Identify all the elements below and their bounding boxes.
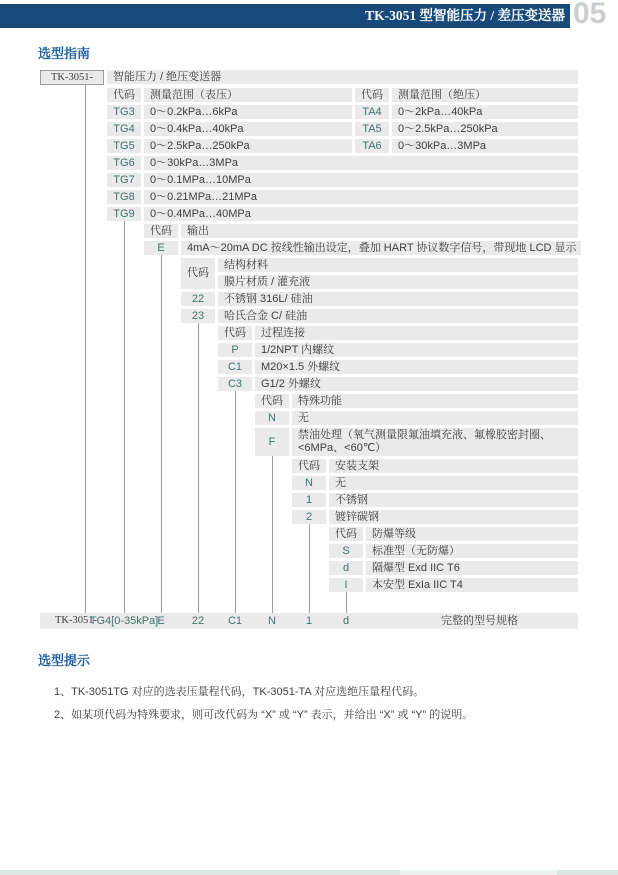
model-root-row	[40, 70, 578, 85]
connector-line	[235, 390, 236, 615]
option-desc-cell: 0～0.4MPa…40MPa	[144, 207, 578, 221]
connector-line	[124, 220, 125, 615]
option-code-cell: C3	[218, 377, 252, 391]
section-header-row	[329, 527, 578, 541]
option-row	[107, 139, 578, 153]
option-row	[181, 309, 578, 323]
option-code-cell: 22	[181, 292, 215, 306]
section-header-row	[292, 459, 578, 473]
option-row	[329, 561, 578, 575]
option-desc-cell: 隔爆型 Exd IIC T6	[366, 561, 578, 575]
option-desc-cell: 0～30kPa…3MPa	[144, 156, 578, 170]
section-header-row	[144, 224, 578, 238]
option-desc-cell: 0～0.2kPa…6kPa	[144, 105, 352, 119]
selection-tips-heading: 选型提示	[38, 653, 91, 668]
option-row	[107, 156, 578, 170]
option-code-cell: S	[329, 544, 363, 558]
option-desc-cell: 不锈钢	[329, 493, 578, 507]
option-desc-cell: M20×1.5 外螺纹	[255, 360, 578, 374]
option-desc-cell: 标准型（无防爆）	[366, 544, 578, 558]
connector-line	[198, 322, 199, 615]
connector-line	[161, 254, 162, 615]
option-row	[107, 122, 578, 136]
model-series-title: 智能压力 / 绝压变送器	[107, 70, 578, 84]
code-header-cell: 代码	[255, 394, 289, 408]
option-desc-cell: 无	[292, 411, 578, 425]
option-code-cell: 1	[292, 493, 326, 507]
option-code-cell: 2	[292, 510, 326, 524]
option-row	[181, 292, 578, 306]
option-desc-cell: 0～2kPa…40kPa	[392, 105, 578, 119]
example-model-code: C1	[227, 615, 243, 627]
option-code-cell: N	[292, 476, 326, 490]
model-selection-tree	[40, 70, 578, 632]
selection-guide-heading: 选型指南	[38, 46, 91, 61]
option-desc-cell: 禁油处理（氧气测量限氟油填充液、氟橡胶密封圈、<6MPa、<60℃）	[292, 428, 578, 456]
connector-line	[309, 523, 310, 615]
option-code-cell: 23	[181, 309, 215, 323]
option-code-cell: P	[218, 343, 252, 357]
page-number: 05	[573, 0, 607, 30]
option-desc-cell: 不锈钢 316L/ 硅油	[218, 292, 578, 306]
section-title-cell: 测量范围（绝压）	[392, 88, 578, 102]
option-row	[107, 207, 578, 221]
option-code-cell: N	[255, 411, 289, 425]
selection-tips-list	[38, 685, 583, 722]
example-model-note: 完整的型号规格	[441, 615, 518, 627]
option-code-cell: TG8	[107, 190, 141, 204]
option-code-cell: TG6	[107, 156, 141, 170]
option-row	[107, 173, 578, 187]
example-model-bar	[40, 613, 578, 629]
example-model-code: 22	[191, 615, 205, 627]
section-title-cell: 安装支架	[329, 459, 578, 473]
option-desc-cell: 无	[329, 476, 578, 490]
section-header-row	[181, 258, 578, 289]
option-desc-cell: 0～30kPa…3MPa	[392, 139, 578, 153]
option-row	[218, 360, 578, 374]
code-header-cell: 代码	[218, 326, 252, 340]
footer-stripe	[0, 870, 618, 875]
option-desc-cell: 0～0.1MPa…10MPa	[144, 173, 578, 187]
selection-tips	[38, 650, 583, 731]
option-row	[329, 544, 578, 558]
example-model-code: E	[157, 615, 165, 627]
option-row	[107, 105, 578, 119]
footer-stripe-segment	[0, 870, 400, 875]
option-desc-cell: 本安型 ExIa IIC T4	[366, 578, 578, 592]
option-code-cell: TG9	[107, 207, 141, 221]
section-title-cell: 测量范围（表压）	[144, 88, 352, 102]
connector-line	[346, 591, 347, 615]
option-row	[292, 493, 578, 507]
option-row	[107, 190, 578, 204]
option-desc-cell: 4mA～20mA DC 按线性输出设定，叠加 HART 协议数字信号，带现地 LCD 显示	[181, 241, 581, 255]
option-code-cell: TG7	[107, 173, 141, 187]
code-header-cell: 代码	[107, 88, 141, 102]
option-code-cell: C1	[218, 360, 252, 374]
option-desc-cell: 1/2NPT 内螺纹	[255, 343, 578, 357]
option-code-cell: E	[144, 241, 178, 255]
option-code-cell: TG3	[107, 105, 141, 119]
code-header-cell: 代码	[329, 527, 363, 541]
code-header-cell: 代码	[355, 88, 389, 102]
page-title: TK-3051 型智能压力 / 差压变送器	[365, 8, 565, 23]
option-desc-cell: G1/2 外螺纹	[255, 377, 578, 391]
option-code-cell: TG5	[107, 139, 141, 153]
option-row	[292, 476, 578, 490]
option-code-cell: d	[329, 561, 363, 575]
option-row	[255, 428, 578, 456]
code-header-cell: 代码	[292, 459, 326, 473]
option-desc-cell: 0～0.21MPa…21MPa	[144, 190, 578, 204]
option-row	[255, 411, 578, 425]
option-code-cell: TG4	[107, 122, 141, 136]
option-code-cell: I	[329, 578, 363, 592]
example-model-prefix: TK-3051-	[55, 615, 97, 626]
option-desc-cell: 哈氏合金 C/ 硅油	[218, 309, 578, 323]
section-title-cell: 结构材料	[218, 258, 578, 272]
tip-item: 2、如某项代码为特殊要求，则可改代码为 “X” 或 “Y” 表示，并给出 “X” 或 “Y” 的说明。	[54, 709, 474, 721]
option-row	[292, 510, 578, 524]
section-header-row	[255, 394, 578, 408]
section-title-cell: 膜片材质 / 灌充液	[218, 275, 578, 289]
connector-line	[272, 455, 273, 615]
option-desc-cell: 0～2.5kPa…250kPa	[144, 139, 352, 153]
example-model-code: 1	[305, 615, 313, 627]
footer-stripe-segment	[557, 870, 618, 875]
option-desc-cell: 0～2.5kPa…250kPa	[392, 122, 578, 136]
section-header-row	[218, 326, 578, 340]
example-model-code: N	[268, 615, 276, 627]
code-header-cell: 代码	[144, 224, 178, 238]
option-row	[218, 343, 578, 357]
page-header	[0, 0, 618, 30]
section-title-cell: 过程连接	[255, 326, 578, 340]
section-header-row	[107, 88, 578, 102]
section-title-cell: 特殊功能	[292, 394, 578, 408]
footer-stripe-segment	[400, 870, 557, 875]
example-model-code: TG4[0-35kPa]	[89, 615, 159, 627]
section-title-cell: 输出	[181, 224, 578, 238]
section-title-cell: 防爆等级	[366, 527, 578, 541]
model-prefix-box: TK-3051-	[40, 70, 104, 85]
option-code-cell: TA5	[355, 122, 389, 136]
option-row	[144, 241, 578, 255]
option-desc-cell: 镀锌碳钢	[329, 510, 578, 524]
connector-line	[85, 84, 86, 615]
option-row	[329, 578, 578, 592]
option-code-cell: F	[255, 428, 289, 456]
option-desc-cell: 0～0.4kPa…40kPa	[144, 122, 352, 136]
code-header-cell: 代码	[181, 258, 215, 289]
option-row	[218, 377, 578, 391]
option-code-cell: TA4	[355, 105, 389, 119]
option-code-cell: TA6	[355, 139, 389, 153]
example-model-code: d	[342, 615, 350, 627]
section-title-stack	[218, 258, 578, 289]
tip-item: 1、TK-3051TG 对应的选表压量程代码，TK-3051-TA 对应选绝压量程代码。	[54, 686, 425, 698]
